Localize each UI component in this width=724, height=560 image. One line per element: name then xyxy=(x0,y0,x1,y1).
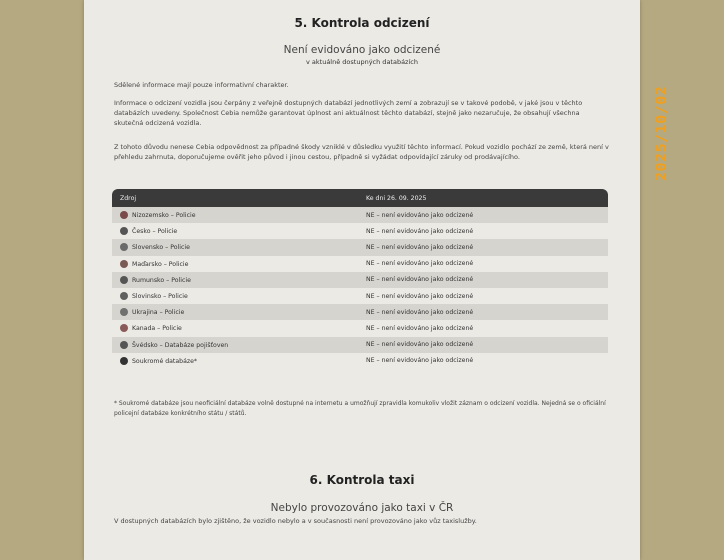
info-paragraph-3: Z tohoto důvodu nenese Cebia odpovědnost za případné škody vzniklé v důsledku využití těchto informací. Pokud vozidlo pochází ze země, která není v přehledu zahrnuta, doporučujeme ověřit jeho původ i jinou cestou, případně si vyžádat odpovídající záruky od prodávajícího. xyxy=(114,143,609,161)
source-cell xyxy=(112,207,358,223)
theft-status-sub: v aktuálně dostupných databázích xyxy=(306,58,418,66)
source-cell xyxy=(112,353,358,369)
result-cell: NE – není evidováno jako odcizené xyxy=(358,288,608,304)
source-label: Slovensko – Policie xyxy=(132,244,190,252)
source-cell xyxy=(112,223,358,239)
table-row xyxy=(112,223,608,239)
country-flag-icon xyxy=(120,357,128,365)
source-label: Švédsko – Databáze pojišťoven xyxy=(132,341,229,349)
table-row xyxy=(112,207,608,223)
date-stamp: 2025/10/02 xyxy=(652,85,670,182)
source-cell xyxy=(112,320,358,336)
source-cell xyxy=(112,256,358,272)
country-flag-icon xyxy=(120,276,128,284)
country-flag-icon xyxy=(120,260,128,268)
column-header-source: Zdroj xyxy=(112,189,358,207)
section-5-title: 5. Kontrola odcizení xyxy=(294,16,430,30)
table-row xyxy=(112,304,608,320)
country-flag-icon xyxy=(120,292,128,300)
source-label: Slovinsko – Policie xyxy=(132,293,188,301)
country-flag-icon xyxy=(120,308,128,316)
source-label: Maďarsko – Policie xyxy=(132,260,189,268)
source-label: Rumunsko – Policie xyxy=(132,276,191,284)
country-flag-icon xyxy=(120,227,128,235)
country-flag-icon xyxy=(120,243,128,251)
table-row xyxy=(112,288,608,304)
column-header-date: Ke dni 26. 09. 2025 xyxy=(358,189,608,207)
table-row xyxy=(112,353,608,369)
source-label: Ukrajina – Policie xyxy=(132,309,185,317)
table-row xyxy=(112,239,608,255)
result-cell: NE – není evidováno jako odcizené xyxy=(358,304,608,320)
theft-sources-table xyxy=(112,189,608,369)
theft-status xyxy=(114,44,610,66)
taxi-paragraph: V dostupných databázích bylo zjištěno, že vozidlo nebylo a v současnosti není provozováno jako vůz taxislužby. xyxy=(114,517,477,525)
theft-status-main: Není evidováno jako odcizené xyxy=(283,44,441,56)
table-header-row xyxy=(112,189,608,207)
result-cell: NE – není evidováno jako odcizené xyxy=(358,223,608,239)
result-cell: NE – není evidováno jako odcizené xyxy=(358,320,608,336)
country-flag-icon xyxy=(120,211,128,219)
country-flag-icon xyxy=(120,324,128,332)
table-row xyxy=(112,256,608,272)
source-cell xyxy=(112,239,358,255)
footnote: * Soukromé databáze jsou neoficiální databáze volně dostupné na internetu a umožňují zpravidla komukoliv vložit záznam o odcizení vozidla. Nejedná se o oficiální policejní databáze konkrétního státu / států. xyxy=(114,400,606,417)
source-label: Nizozemsko – Policie xyxy=(132,212,196,220)
result-cell: NE – není evidováno jako odcizené xyxy=(358,207,608,223)
result-cell: NE – není evidováno jako odcizené xyxy=(358,239,608,255)
taxi-status xyxy=(114,502,610,514)
section-6-title: 6. Kontrola taxi xyxy=(309,473,415,487)
source-cell xyxy=(112,337,358,353)
table-row xyxy=(112,337,608,353)
table-row xyxy=(112,272,608,288)
country-flag-icon xyxy=(120,341,128,349)
result-cell: NE – není evidováno jako odcizené xyxy=(358,256,608,272)
source-label: Česko – Policie xyxy=(132,228,178,236)
info-paragraph-2: Informace o odcizení vozidla jsou čerpány z veřejně dostupných databází jednotlivých zemí a zobrazují se v takové podobě, v jaké jsou v těchto databázích uvedeny. Společnost Cebia nemůže garantovat úplnost ani aktuálnost těchto databází, stejně jako nezaručuje, že obsahují všechna skutečná odcizená vozidla. xyxy=(114,99,583,127)
result-cell: NE – není evidováno jako odcizené xyxy=(358,272,608,288)
source-cell xyxy=(112,304,358,320)
document-page xyxy=(84,0,640,560)
result-cell: NE – není evidováno jako odcizené xyxy=(358,353,608,369)
result-cell: NE – není evidováno jako odcizené xyxy=(358,337,608,353)
source-label: Soukromé databáze* xyxy=(132,357,198,365)
source-cell xyxy=(112,288,358,304)
info-paragraph-1: Sdělené informace mají pouze informativní charakter. xyxy=(114,81,289,89)
source-cell xyxy=(112,272,358,288)
taxi-status-main: Nebylo provozováno jako taxi v ČR xyxy=(270,502,454,514)
source-label: Kanada – Policie xyxy=(132,325,182,333)
table-row xyxy=(112,320,608,336)
